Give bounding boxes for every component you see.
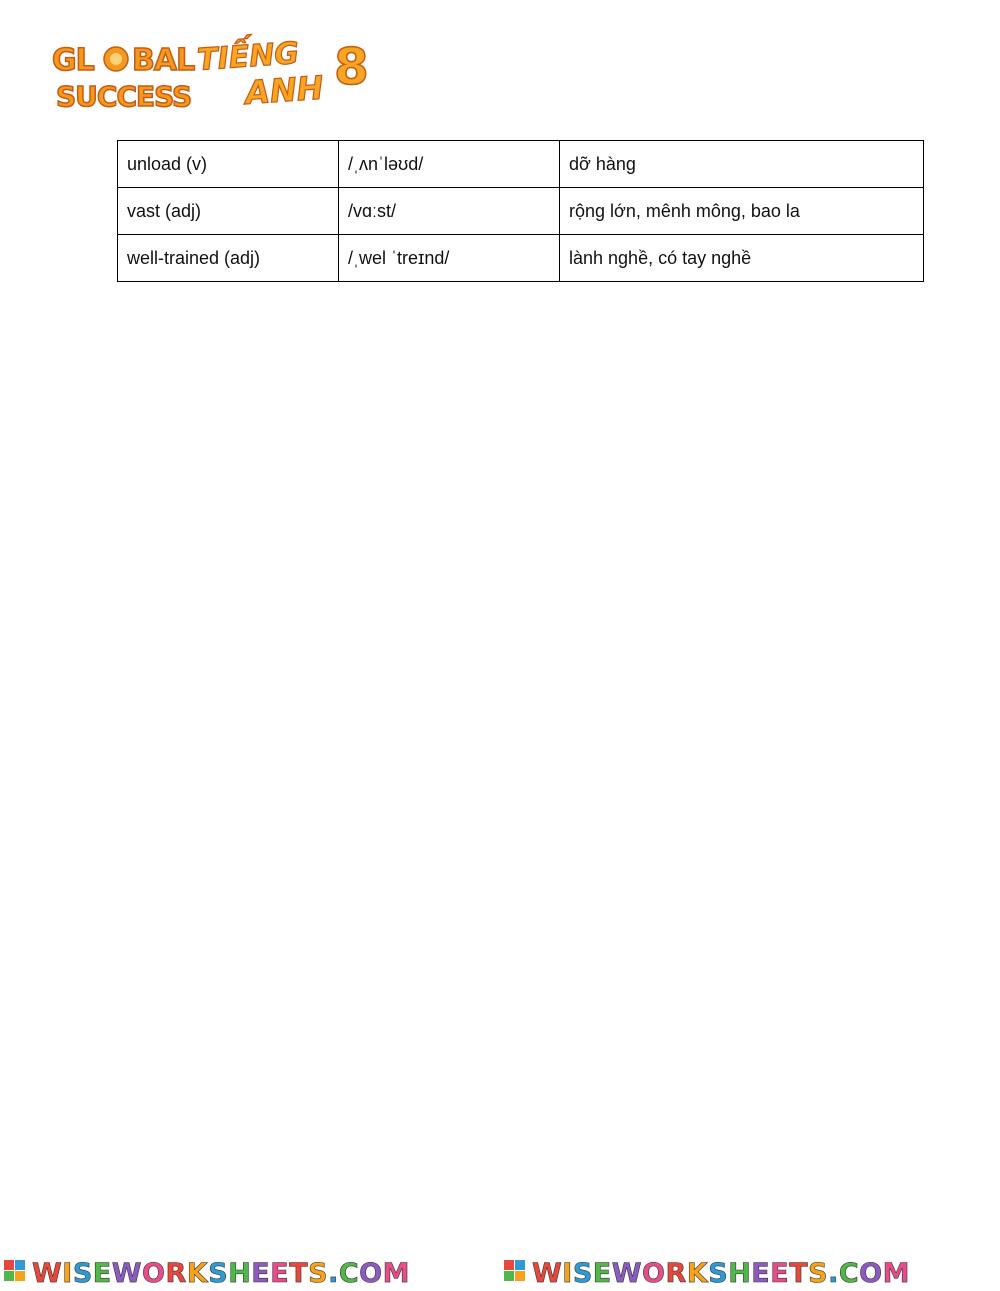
watermark-block [504, 1258, 910, 1289]
watermark-letter: E [592, 1258, 612, 1289]
vocab-meaning: dỡ hàng [560, 141, 924, 188]
global-success-logo [52, 43, 195, 113]
vocab-word: unload (v) [118, 141, 339, 188]
watermark-text [532, 1258, 910, 1289]
watermark-letter: R [165, 1258, 187, 1289]
watermark-letter: K [186, 1258, 209, 1289]
watermark-letter: O [642, 1258, 666, 1289]
vocab-ipa: /ˌwel ˈtreɪnd/ [339, 235, 560, 282]
svg-text:BAL: BAL [132, 43, 195, 78]
watermark-letter: T [789, 1258, 809, 1289]
header-logos [48, 28, 388, 120]
svg-text:GL: GL [52, 43, 94, 78]
watermark-letter: W [32, 1258, 63, 1289]
watermark-letter: E [92, 1258, 112, 1289]
watermark-letter: S [708, 1258, 729, 1289]
watermark-letter: S [572, 1258, 593, 1289]
watermark-letter: . [828, 1258, 839, 1289]
watermark-letter: W [111, 1258, 143, 1289]
watermark-letter: I [562, 1258, 573, 1289]
vocab-word: vast (adj) [118, 188, 339, 235]
watermark-text [32, 1258, 410, 1289]
watermark-letter: O [142, 1258, 166, 1289]
table-row [118, 188, 924, 235]
vocab-word: well-trained (adj) [118, 235, 339, 282]
svg-text:ANH: ANH [243, 68, 325, 112]
vocab-table [117, 140, 924, 282]
watermark-letter: O [859, 1258, 883, 1289]
watermark-letter: I [62, 1258, 73, 1289]
vocab-ipa: /vɑːst/ [339, 188, 560, 235]
vocab-ipa: /ˌʌnˈləʊd/ [339, 141, 560, 188]
global-success-tieng-anh-logo [48, 28, 388, 120]
watermark-letter: E [751, 1258, 771, 1289]
watermark-letter: E [251, 1258, 271, 1289]
footer-watermark [0, 1250, 1000, 1291]
tieng-anh-8-logo [196, 31, 369, 112]
svg-text:8: 8 [334, 38, 369, 96]
watermark-letter: H [228, 1258, 252, 1289]
watermark-letter: W [611, 1258, 643, 1289]
vocab-meaning: lành nghề, có tay nghề [560, 235, 924, 282]
watermark-letter: W [532, 1258, 563, 1289]
watermark-letter: O [359, 1258, 383, 1289]
watermark-letter: C [338, 1258, 360, 1289]
watermark-letter: C [838, 1258, 860, 1289]
watermark-block [4, 1258, 410, 1289]
table-row [118, 235, 924, 282]
watermark-letter: E [270, 1258, 290, 1289]
watermark-letter: M [382, 1258, 410, 1289]
table-row [118, 141, 924, 188]
wiseworksheets-watermark [0, 1250, 1000, 1291]
watermark-letter: K [686, 1258, 709, 1289]
watermark-letter: S [208, 1258, 229, 1289]
vocab-meaning: rộng lớn, mênh mông, bao la [560, 188, 924, 235]
watermark-letter: R [665, 1258, 687, 1289]
watermark-letter: S [808, 1258, 829, 1289]
svg-text:TIẾNG: TIẾNG [196, 35, 301, 78]
watermark-letter: . [328, 1258, 339, 1289]
watermark-letter: S [72, 1258, 93, 1289]
svg-text:SUCCESS: SUCCESS [56, 80, 192, 113]
watermark-letter: H [728, 1258, 752, 1289]
watermark-letter: E [770, 1258, 790, 1289]
watermark-letter: M [882, 1258, 910, 1289]
watermark-letter: T [289, 1258, 309, 1289]
watermark-letter: S [308, 1258, 329, 1289]
